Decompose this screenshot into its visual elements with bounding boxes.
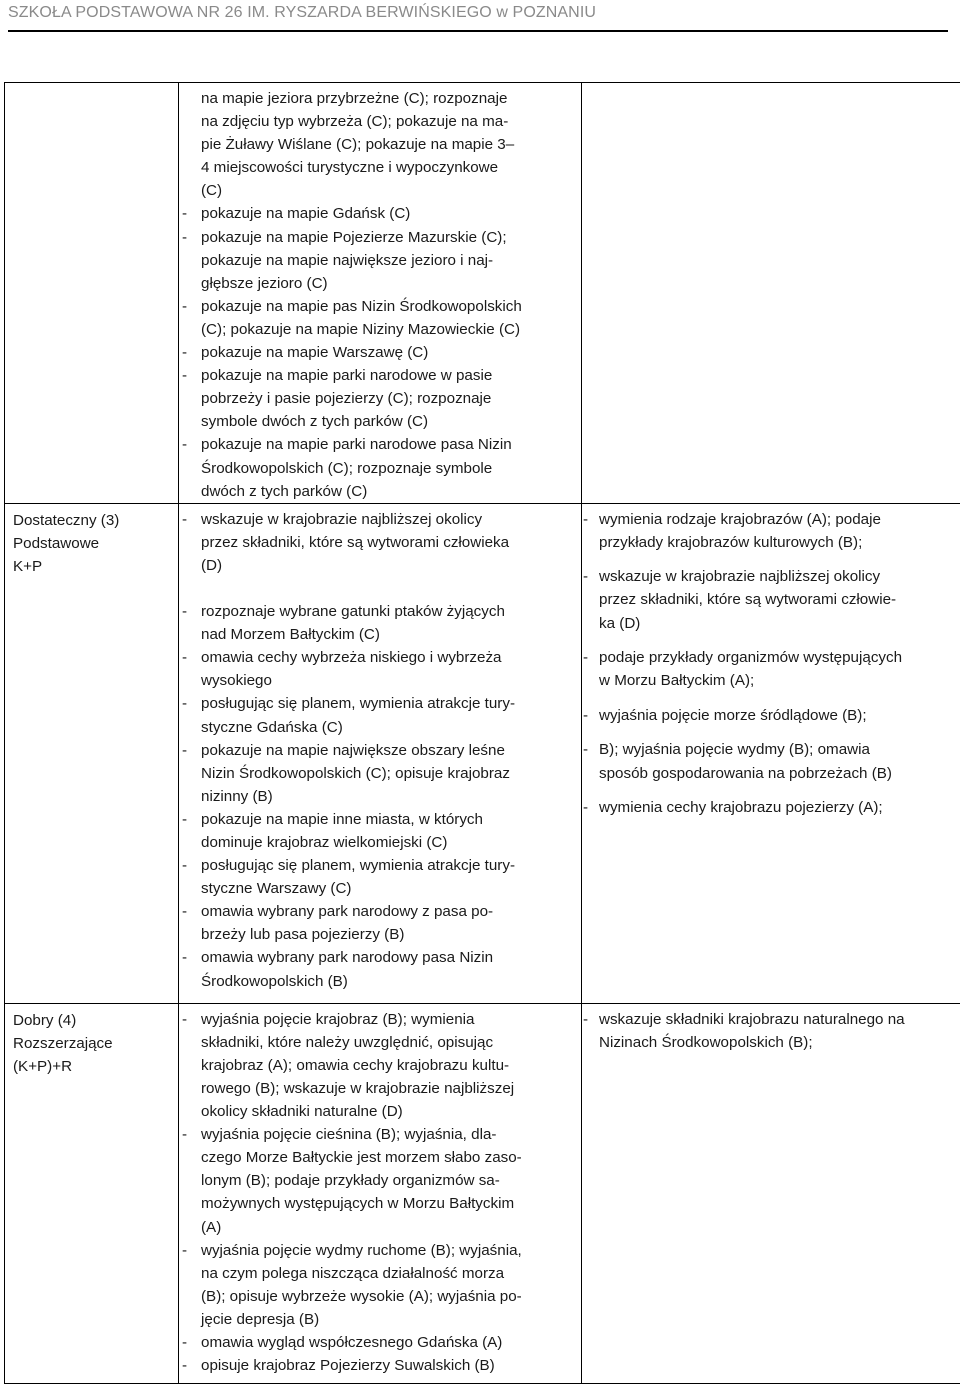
bullet-dash: - — [182, 205, 188, 223]
bullet-dash: - — [583, 568, 589, 586]
requirement-text-line: (D) — [201, 556, 223, 574]
requirement-item — [179, 854, 575, 900]
grade-level-label: K+P — [13, 557, 43, 575]
requirements-cell — [179, 503, 582, 1003]
grade-level-cell — [5, 1003, 179, 1383]
requirement-text-line: możywnych występujących w Morzu Bałtyckim — [201, 1195, 515, 1213]
requirement-item — [179, 341, 575, 364]
requirement-text-line: (A) — [201, 1218, 222, 1236]
requirement-text-line: wskazuje składniki krajobrazu naturalnego na — [599, 1010, 905, 1028]
requirement-text-line: pokazuje na mapie parki narodowe pasa Nizin — [201, 436, 512, 454]
requirement-text-line: krajobraz (A); omawia cechy krajobrazu kultu- — [201, 1056, 510, 1074]
requirement-text-line: czego Morze Bałtyckie jest morzem słabo zaso- — [201, 1149, 522, 1167]
requirement-text-line: wymienia rodzaje krajobrazów (A); podaje — [599, 510, 881, 528]
bullet-dash: - — [583, 799, 589, 817]
requirement-item — [179, 1354, 575, 1377]
requirement-item — [179, 577, 575, 600]
grade-level-label: Dostateczny (3) — [13, 511, 120, 529]
requirement-text-line: pokazuje na mapie największe obszary leśne — [201, 741, 505, 759]
requirement-text-line: pokazuje na mapie Gdańsk (C) — [201, 205, 411, 223]
requirement-item — [179, 433, 575, 502]
bullet-dash: - — [182, 344, 188, 362]
requirement-item — [179, 646, 575, 692]
requirement-text-line: styczne Warszawy (C) — [201, 880, 352, 898]
requirement-item — [179, 808, 575, 854]
bullet-dash: - — [182, 695, 188, 713]
bullet-dash: - — [182, 1010, 188, 1028]
requirement-item — [179, 1331, 575, 1354]
requirement-text-line: nizinny (B) — [201, 787, 273, 805]
requirements-cell — [582, 1003, 960, 1383]
requirement-text-line: B); wyjaśnia pojęcie wydmy (B); omawia — [599, 741, 870, 759]
grade-level-cell — [5, 503, 179, 1003]
requirement-item — [179, 1008, 575, 1123]
requirement-item — [179, 1239, 575, 1331]
requirement-text-line: brzeży lub pasa pojezierzy (B) — [201, 926, 405, 944]
requirement-item — [582, 1008, 954, 1054]
requirement-text-line: wyjaśnia pojęcie morze śródlądowe (B); — [599, 706, 867, 724]
requirement-text-line: opisuje krajobraz Pojezierzy Suwalskich (B) — [201, 1357, 495, 1375]
bullet-dash: - — [182, 1334, 188, 1351]
requirement-item — [179, 508, 575, 577]
requirement-text-line: jęcie depresja (B) — [201, 1310, 320, 1328]
requirement-text-line: (C) — [201, 182, 223, 200]
requirement-text-line: omawia wybrany park narodowy z pasa po- — [201, 903, 494, 921]
requirement-text-line: posługując się planem, wymienia atrakcje tury- — [201, 695, 516, 713]
requirement-text-line: składniki, które należy uwzględnić, opisując — [201, 1033, 494, 1051]
requirement-text-line: dwóch z tych parków (C) — [201, 482, 368, 500]
requirement-item — [179, 946, 575, 992]
bullet-dash: - — [182, 649, 188, 667]
requirement-text-line: wskazuje w krajobrazie najbliższej okolicy — [599, 568, 881, 586]
bullet-dash: - — [583, 510, 589, 528]
bullet-dash: - — [182, 903, 188, 921]
requirement-text-line: pokazuje na mapie Pojezierze Mazurskie (C); — [201, 228, 507, 246]
requirement-text-line: (B); opisuje wybrzeże wysokie (A); wyjaśnia po- — [201, 1287, 522, 1305]
requirement-text-line: przez składniki, które są wytworami człowie- — [599, 591, 897, 609]
requirement-text-line: okolicy składniki naturalne (D) — [201, 1103, 403, 1121]
bullet-dash: - — [182, 857, 188, 875]
requirement-text-line: podaje przykłady organizmów występujących — [599, 649, 903, 667]
requirements-table — [4, 82, 960, 1384]
requirement-text-line: pie Żuławy Wiślane (C); pokazuje na mapie 3– — [201, 136, 515, 154]
requirement-text-line: wyjaśnia pojęcie krajobraz (B); wymienia — [201, 1010, 475, 1028]
bullet-dash: - — [182, 297, 188, 315]
school-name: SZKOŁA PODSTAWOWA NR 26 IM. RYSZARDA BERWIŃSKIEGO w POZNANIU — [8, 4, 597, 21]
bullet-dash: - — [583, 649, 589, 667]
requirement-text-line: sposób gospodarowania na pobrzeżach (B) — [599, 764, 892, 782]
bullet-dash: - — [182, 741, 188, 759]
bullet-dash: - — [182, 603, 188, 621]
requirement-text-line: przez składniki, które są wytworami człowieka — [201, 533, 510, 551]
requirement-item — [179, 202, 575, 225]
requirement-item — [179, 692, 575, 738]
requirement-text-line: nad Morzem Bałtyckim (C) — [201, 626, 380, 644]
requirement-item — [179, 739, 575, 808]
requirement-item — [179, 364, 575, 433]
requirement-text-line: posługując się planem, wymienia atrakcje tury- — [201, 857, 516, 875]
requirement-item — [179, 1123, 575, 1238]
table-row — [5, 1003, 960, 1383]
requirement-text-line: Środkowopolskich (B) — [201, 972, 348, 990]
table-row — [5, 83, 960, 504]
requirement-item — [179, 600, 575, 646]
requirement-text-line: omawia cechy wybrzeża niskiego i wybrzeża — [201, 649, 502, 667]
requirement-text-line: pokazuje na mapie Warszawę (C) — [201, 344, 429, 362]
requirement-item — [179, 87, 575, 202]
requirement-text-line: wysokiego — [201, 672, 272, 690]
requirement-text-line: rowego (B); wskazuje w krajobrazie najbliższej — [201, 1079, 515, 1097]
requirement-text-line: symbole dwóch z tych parków (C) — [201, 413, 429, 431]
grade-level-label: (K+P)+R — [13, 1057, 73, 1075]
requirement-item — [179, 900, 575, 946]
bullet-dash: - — [182, 436, 188, 454]
requirement-item — [582, 565, 954, 634]
requirement-text-line: omawia wygląd współczesnego Gdańska (A) — [201, 1334, 503, 1351]
requirement-text-line: pokazuje na mapie największe jezioro i naj- — [201, 251, 494, 269]
requirement-text-line: ka (D) — [599, 614, 641, 632]
requirement-text-line: Środkowopolskich (C); rozpoznaje symbole — [201, 459, 493, 477]
requirement-text-line: styczne Gdańska (C) — [201, 718, 343, 736]
bullet-dash: - — [583, 1010, 589, 1028]
requirement-text-line: pobrzeży i pasie pojezierzy (C); rozpoznaje — [201, 390, 492, 408]
requirement-item — [582, 738, 954, 784]
requirement-text-line: przykłady krajobrazów kulturowych (B); — [599, 533, 863, 551]
grade-level-label: Dobry (4) — [13, 1011, 77, 1029]
bullet-dash: - — [182, 228, 188, 246]
requirements-cell — [179, 83, 582, 504]
table-row — [5, 503, 960, 1003]
requirement-text-line: Nizinach Środkowopolskich (B); — [599, 1033, 813, 1051]
bullet-dash: - — [182, 1241, 188, 1259]
requirement-text-line: omawia wybrany park narodowy pasa Nizin — [201, 949, 494, 967]
grade-level-label: Podstawowe — [13, 534, 100, 552]
requirements-cell — [582, 503, 960, 1003]
requirement-text-line: pokazuje na mapie pas Nizin Środkowopolskich — [201, 297, 522, 315]
requirements-cell — [582, 83, 960, 504]
requirement-text-line: wyjaśnia pojęcie wydmy ruchome (B); wyjaśnia, — [201, 1241, 522, 1259]
grade-level-label: Rozszerzające — [13, 1034, 113, 1052]
requirement-text-line: Nizin Środkowopolskich (C); opisuje krajobraz — [201, 764, 510, 782]
bullet-dash: - — [182, 1126, 188, 1144]
requirements-cell — [179, 1003, 582, 1383]
requirement-text-line — [201, 577, 575, 600]
requirement-text-line: rozpoznaje wybrane gatunki ptaków żyjących — [201, 603, 505, 621]
grade-level-cell — [5, 83, 179, 504]
bullet-dash: - — [182, 810, 188, 828]
requirement-text-line: na mapie jeziora przybrzeżne (C); rozpoznaje — [201, 90, 508, 107]
bullet-dash: - — [182, 367, 188, 385]
requirement-text-line: 4 miejscowości turystyczne i wypoczynkowe — [201, 159, 499, 177]
requirement-text-line: (C); pokazuje na mapie Niziny Mazowieckie (C) — [201, 320, 521, 338]
bullet-dash: - — [182, 1357, 188, 1375]
requirement-item — [179, 295, 575, 341]
requirement-item — [582, 646, 954, 692]
bullet-dash: - — [583, 706, 589, 724]
requirement-text-line: wskazuje w krajobrazie najbliższej okolicy — [201, 510, 483, 528]
requirement-text-line: na czym polega niszcząca działalność morza — [201, 1264, 505, 1282]
bullet-dash: - — [583, 741, 589, 759]
requirement-text-line: dominuje krajobraz wielkomiejski (C) — [201, 834, 448, 851]
requirement-text-line: pokazuje na mapie parki narodowe w pasie — [201, 367, 493, 385]
requirement-item — [582, 796, 954, 819]
requirement-item — [179, 226, 575, 295]
requirement-text-line: na zdjęciu typ wybrzeża (C); pokazuje na ma- — [201, 113, 509, 131]
requirement-text-line: głębsze jezioro (C) — [201, 274, 328, 292]
bullet-dash: - — [182, 510, 188, 528]
page-header — [8, 0, 948, 32]
requirement-text-line: w Morzu Bałtyckim (A); — [599, 672, 755, 690]
requirement-item — [582, 508, 954, 554]
requirement-item — [582, 704, 954, 727]
requirement-text-line: wyjaśnia pojęcie cieśnina (B); wyjaśnia, dla- — [201, 1126, 497, 1144]
bullet-dash: - — [182, 949, 188, 967]
requirement-text-line: pokazuje na mapie inne miasta, w których — [201, 810, 483, 828]
requirement-text-line: lonym (B); podaje przykłady organizmów sa- — [201, 1172, 500, 1190]
requirement-text-line: wymienia cechy krajobrazu pojezierzy (A); — [599, 799, 883, 817]
